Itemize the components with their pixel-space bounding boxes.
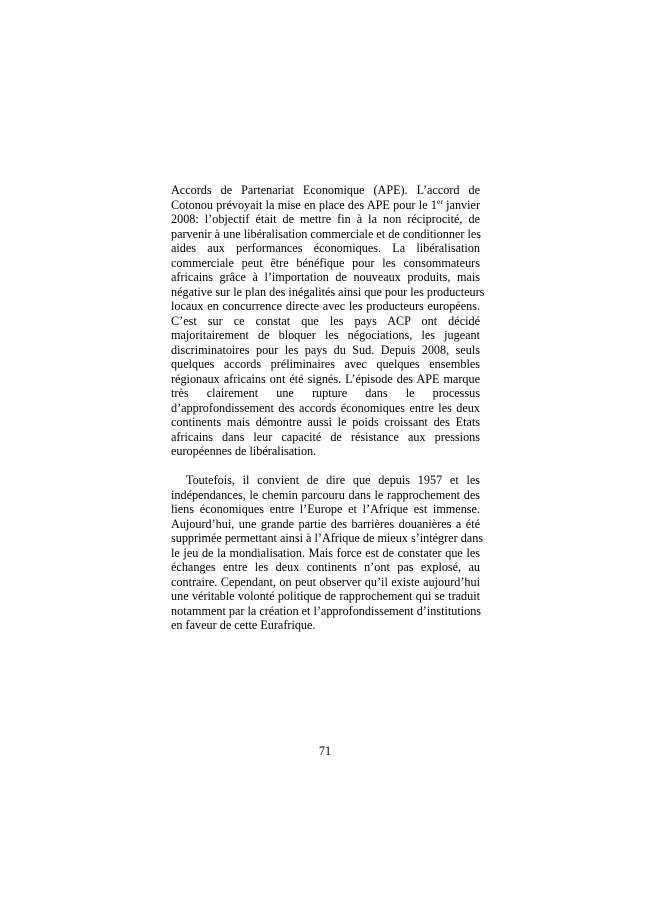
text-line: liens économiques entre l’Europe et l’Afrique est immense. (171, 502, 480, 516)
text-line: C’est sur ce constat que les pays ACP ont décidé (171, 313, 480, 328)
paragraph-gap (171, 459, 480, 474)
text-line: majoritairement de bloquer les négociations, les jugeant (171, 328, 480, 342)
body-text (171, 183, 485, 633)
text-line: aides aux performances économiques. La libéralisation (171, 241, 480, 255)
text-line: Toutefois, il convient de dire que depuis 1957 et les (186, 473, 480, 487)
text-line: européennes de libéralisation. (171, 444, 317, 458)
text-line: quelques accords préliminaires avec quelques ensembles (171, 357, 480, 371)
text-line: notamment par la création et l’approfondissement d’institutions (171, 603, 482, 618)
text-line: le jeu de la mondialisation. Mais force est de constater que les (171, 545, 480, 560)
text-line-with-superscript (171, 198, 480, 213)
text-line: en faveur de cette Eurafrique. (171, 618, 316, 632)
text-line: indépendances, le chemin parcouru dans le rapprochement des (171, 487, 480, 502)
text-line: Aujourd’hui, une grande partie des barrières douanières a été (171, 516, 480, 531)
text-line: africains grâce à l’importation de nouveaux produits, mais (171, 270, 480, 284)
text-line: d’approfondissement des accords économiques entre les deux (171, 400, 480, 415)
text-line: une véritable volonté politique de rapprochement qui se traduit (171, 589, 480, 603)
text-line: 2008: l’objectif était de mettre fin à la non réciprocité, de (171, 212, 480, 226)
text-line: négative sur le plan des inégalités ainsi que pour les producteurs (171, 284, 485, 299)
text-line: supprimée permettant ainsi à l’Afrique de mieux s’intégrer dans (171, 531, 484, 545)
text-fragment: janvier (442, 197, 480, 212)
text-line: échanges entre les deux continents n’ont pas explosé, au (171, 560, 480, 574)
text-line: très clairement une rupture dans le processus (171, 386, 480, 400)
text-line: Accords de Partenariat Economique (APE). L’accord de (171, 183, 480, 197)
text-line: contraire. Cependant, on peut observer qu’il existe aujourd’hui (171, 574, 480, 589)
text-fragment: Cotonou prévoyait la mise en place des APE pour le 1 (171, 197, 438, 212)
paragraph-1 (171, 183, 485, 459)
text-line: discriminatoires pour les pays du Sud. Depuis 2008, seuls (171, 342, 480, 357)
page-number: 71 (318, 744, 332, 758)
text-line: africains dans leur capacité de résistance aux pressions (171, 429, 480, 444)
text-line: parvenir à une libéralisation commerciale et de conditionner les (171, 226, 481, 241)
text-line: continents mais démontre aussi le poids croissant des Etats (171, 415, 480, 429)
text-line: régionaux africains ont été signés. L’épisode des APE marque (171, 371, 480, 386)
superscript: er (437, 196, 443, 206)
paragraph-2 (171, 473, 484, 633)
text-line: locaux en concurrence directe avec les producteurs européens. (171, 299, 480, 313)
text-line: commerciale peut être bénéfique pour les consommateurs (171, 255, 480, 270)
